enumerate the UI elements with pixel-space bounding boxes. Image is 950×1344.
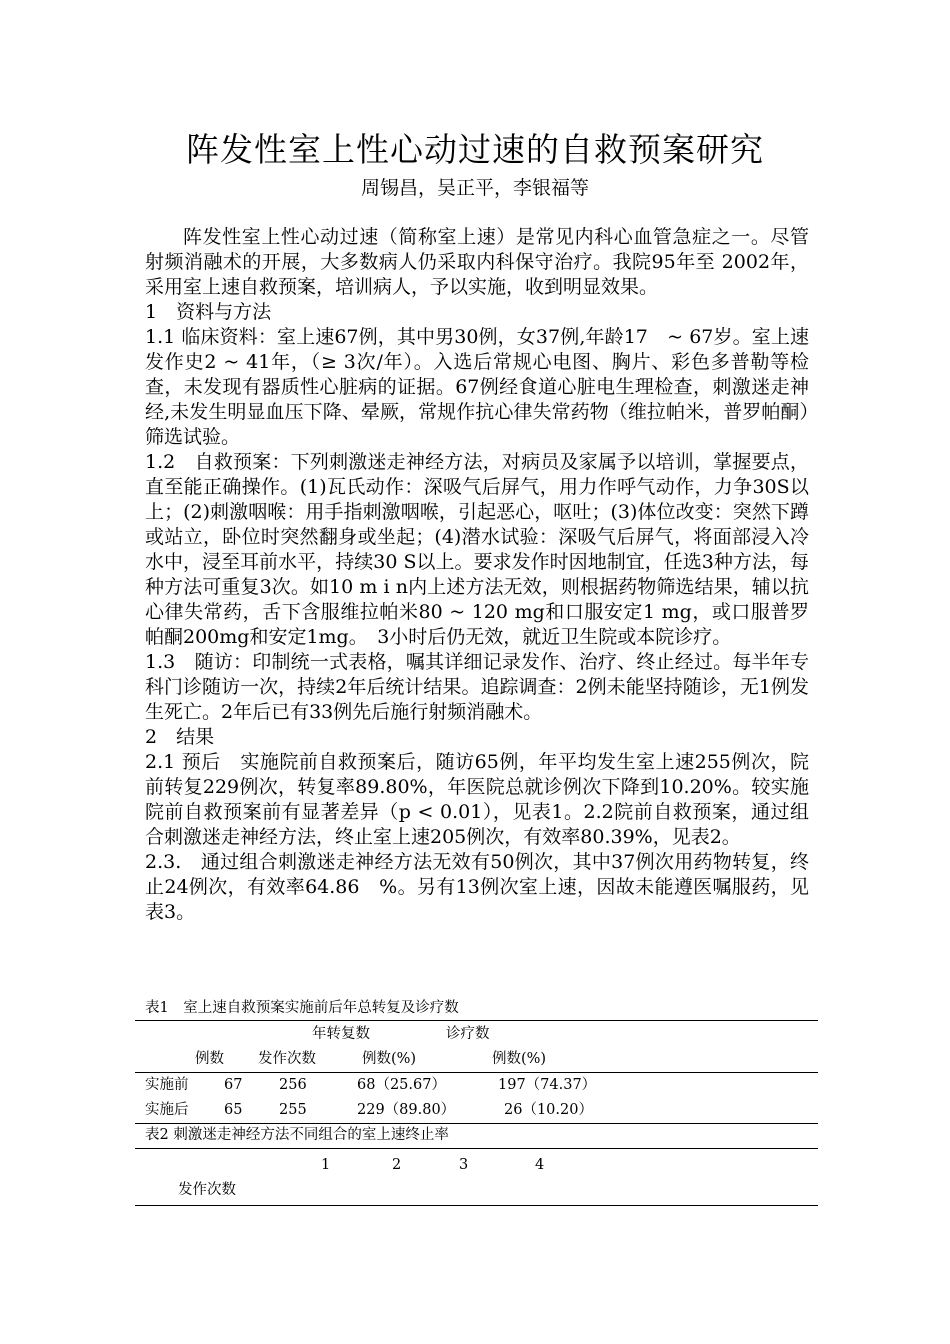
table1-cell-episodes: 256: [279, 1077, 307, 1093]
table1-group-header-visits: 诊疗数: [446, 1026, 490, 1042]
section-heading-results: 2 结果: [145, 726, 215, 748]
table1-group-header-converted: 年转复数: [312, 1026, 370, 1042]
table1-bottom-rule: [135, 1123, 818, 1124]
table2-col-2: 2: [392, 1157, 402, 1173]
table2-col-4: 4: [535, 1157, 545, 1173]
table1-cell-episodes: 255: [279, 1102, 307, 1118]
table1-cell-visits: 26（10.20）: [504, 1102, 593, 1118]
paragraph-prognosis: 2.1 预后 实施院前自救预案后，随访65例，年平均发生室上速255例次，院前转复229例次，转复率89.80%，年医院总就诊例次下降到10.20%。较实施院前自救预案前有显著差异（p < 0.01），见表1。2.2院前自救预案，通过组合刺激迷走神经方法，终止室上速205例次，有效率80.39%，见表2。: [145, 751, 809, 848]
paragraph-self-rescue-plan: 1.2 自救预案：下列刺激迷走神经方法，对病员及家属予以培训，掌握要点，直至能正确操作。(1)瓦氏动作：深吸气后屏气，用力作呼气动作，力争30S以上；(2)刺激咽喉：用手指刺激咽喉，引起恶心，呕吐；(3)体位改变：突然下蹲或站立，卧位时突然翻身或坐起；(4)潜水试验：深吸气后屏气，将面部浸入冷水中，浸至耳前水平，持续30 S以上。要求发作时因地制宜，任选3种方法，每种方法可重复3次。如10 m i n内上述方法无效，则根据药物筛选结果，辅以抗心律失常药，舌下含服维拉帕米80 ~ 120 mg和口服安定1 mg，或口服普罗帕酮200mg和安定1mg。 3小时后仍无效，就近卫生院或本院诊疗。: [145, 451, 809, 648]
table2-top-rule: [135, 1148, 818, 1149]
section-heading-materials: 1 资料与方法: [145, 301, 272, 323]
table1-top-rule: [135, 1020, 818, 1021]
table1-cell-converted: 229（89.80）: [357, 1102, 456, 1118]
table2-col-3: 3: [459, 1157, 469, 1173]
intro-paragraph: 阵发性室上性心动过速（简称室上速）是常见内科心血管急症之一。尽管射频消融术的开展，大多数病人仍采取内科保守治疗。我院95年至 2002年，采用室上速自救预案，培训病人，予以实施，收到明显效果。: [145, 226, 809, 298]
paragraph-drug-conversion: 2.3. 通过组合刺激迷走神经方法无效有50例次，其中37例次用药物转复，终止24例次，有效率64.86 %。另有13例次室上速，因故未能遵医嘱服药，见表3。: [145, 851, 809, 923]
table1-cell-converted: 68（25.67）: [357, 1077, 446, 1093]
table1-caption: 表1 室上速自救预案实施前后年总转复及诊疗数: [145, 1000, 459, 1016]
paragraph-follow-up: 1.3 随访：印制统一式表格，嘱其详细记录发作、治疗、终止经过。每半年专科门诊随访一次，持续2年后统计结果。追踪调查：2例未能坚持随诊，无1例发生死亡。2年后已有33例先后施行射频消融术。: [145, 651, 809, 723]
table1-col-visits: 例数(%): [492, 1051, 547, 1067]
document-title: 阵发性室上性心动过速的自救预案研究: [186, 130, 764, 169]
table2-caption: 表2 刺激迷走神经方法不同组合的室上速终止率: [145, 1127, 449, 1143]
table2-bottom-rule: [135, 1205, 818, 1206]
article-body: [145, 225, 809, 925]
table1-col-cases: 例数: [195, 1051, 224, 1067]
table1-cell-cases: 67: [224, 1077, 243, 1093]
table1-row-label: 实施后: [145, 1102, 189, 1118]
table2-row-label: 发作次数: [178, 1182, 236, 1198]
table1-row-label: 实施前: [145, 1077, 189, 1093]
paragraph-clinical-data: 1.1 临床资料：室上速67例，其中男30例，女37例,年龄17 ~ 67岁。室上速发作史2 ~ 41年，（≥ 3次/年）。入选后常规心电图、胸片、彩色多普勒等检查，未发现有器质性心脏病的证据。67例经食道心脏电生理检查，刺激迷走神经,未发生明显血压下降、晕厥，常规作抗心律失常药物（维拉帕米，普罗帕酮）筛选试验。: [145, 326, 809, 448]
table1-col-episodes: 发作次数: [258, 1051, 316, 1067]
authors-line: 周锡昌，吴正平，李银福等: [360, 177, 589, 199]
table1-cell-visits: 197（74.37）: [498, 1077, 597, 1093]
table2-col-1: 1: [321, 1157, 331, 1173]
table1-header-rule: [135, 1072, 818, 1073]
table1-cell-cases: 65: [224, 1102, 243, 1118]
table1-col-converted: 例数(%): [362, 1051, 417, 1067]
